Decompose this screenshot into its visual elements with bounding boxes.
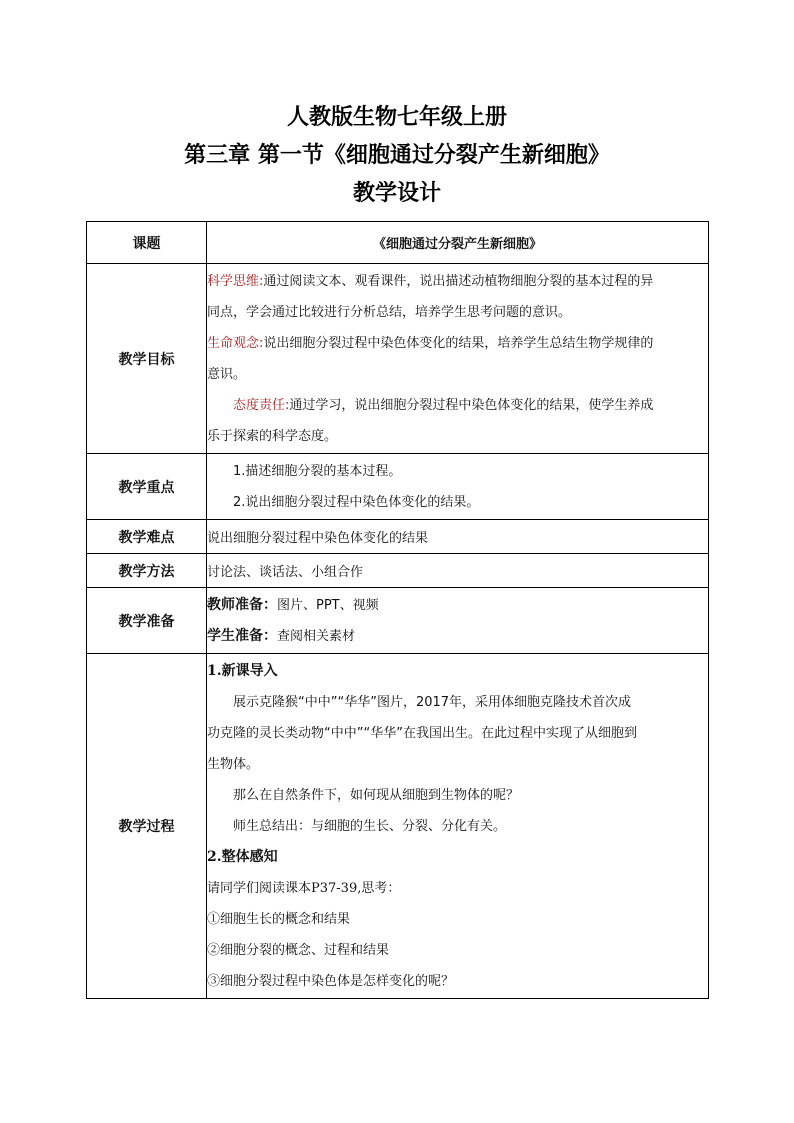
preparation-content	[207, 588, 709, 654]
teacher-prep-label: 教师准备：	[207, 596, 277, 613]
teacher-prep-value: 图片、PPT、视频	[277, 597, 379, 613]
intro-paragraph-line: 生物体。	[207, 756, 260, 772]
intro-paragraph-line: 展示克隆猴“中中”“华华”图片，2017年，采用体细胞克隆技术首次成	[233, 694, 632, 710]
table-row	[87, 654, 709, 999]
document-type-title: 教学设计	[352, 180, 441, 206]
question-item: ①细胞生长的概念和结果	[207, 911, 351, 927]
section-heading-overview: 2.整体感知	[207, 848, 278, 865]
life-concept-text-2: 意识。	[207, 366, 247, 382]
topic-value: 《细胞通过分裂产生新细胞》	[207, 222, 709, 264]
student-prep-label: 学生准备：	[207, 627, 277, 644]
process-content	[207, 654, 709, 999]
table-row	[87, 588, 709, 654]
science-thinking-text-2: 同点，学会通过比较进行分析总结，培养学生思考问题的意识。	[207, 304, 572, 320]
table-row	[87, 554, 709, 588]
reading-instruction: 请同学们阅读课本P37-39,思考：	[207, 880, 401, 896]
book-title: 人教版生物七年级上册	[286, 104, 507, 130]
question-item: ②细胞分裂的概念、过程和结果	[207, 942, 390, 958]
attitude-label: 态度责任:	[233, 397, 290, 413]
key-point-item: 2.说出细胞分裂过程中染色体变化的结果。	[233, 494, 480, 510]
intro-paragraph-line: 功克隆的灵长类动物“中中”“华华”在我国出生。在此过程中实现了从细胞到	[207, 725, 637, 741]
life-concept-text-1: 说出细胞分裂过程中染色体变化的结果，培养学生总结生物学规律的	[263, 335, 654, 351]
life-concept-label: 生命观念:	[207, 335, 264, 351]
process-label: 教学过程	[87, 654, 207, 999]
attitude-text-1: 通过学习，说出细胞分裂过程中染色体变化的结果，使学生养成	[289, 397, 654, 413]
table-row	[87, 222, 709, 264]
student-prep-value: 查阅相关素材	[277, 628, 356, 644]
table-row	[87, 520, 709, 554]
objectives-content	[207, 264, 709, 454]
difficulty-label: 教学难点	[87, 520, 207, 554]
key-point-item: 1.描述细胞分裂的基本过程。	[233, 463, 402, 479]
section-heading-intro: 1.新课导入	[207, 662, 278, 679]
preparation-label: 教学准备	[87, 588, 207, 654]
intro-summary: 师生总结出：与细胞的生长、分裂、分化有关。	[233, 818, 507, 834]
question-item: ③细胞分裂过程中染色体是怎样变化的呢？	[207, 973, 455, 989]
key-points-label: 教学重点	[87, 454, 207, 520]
chapter-title: 第三章 第一节《细胞通过分裂产生新细胞》	[184, 142, 610, 168]
science-thinking-label: 科学思维:	[207, 273, 264, 289]
attitude-text-2: 乐于探索的科学态度。	[207, 428, 338, 444]
difficulty-value: 说出细胞分裂过程中染色体变化的结果	[207, 520, 709, 554]
document-titles	[0, 98, 794, 212]
table-row	[87, 454, 709, 520]
lesson-plan-table	[86, 221, 709, 999]
intro-question: 那么在自然条件下，如何现从细胞到生物体的呢？	[233, 787, 520, 803]
science-thinking-text-1: 通过阅读文本、观看课件，说出描述动植物细胞分裂的基本过程的异	[263, 273, 654, 289]
topic-label: 课题	[87, 222, 207, 264]
key-points-content	[207, 454, 709, 520]
table-row	[87, 264, 709, 454]
method-value: 讨论法、谈话法、小组合作	[207, 554, 709, 588]
objectives-label: 教学目标	[87, 264, 207, 454]
method-label: 教学方法	[87, 554, 207, 588]
